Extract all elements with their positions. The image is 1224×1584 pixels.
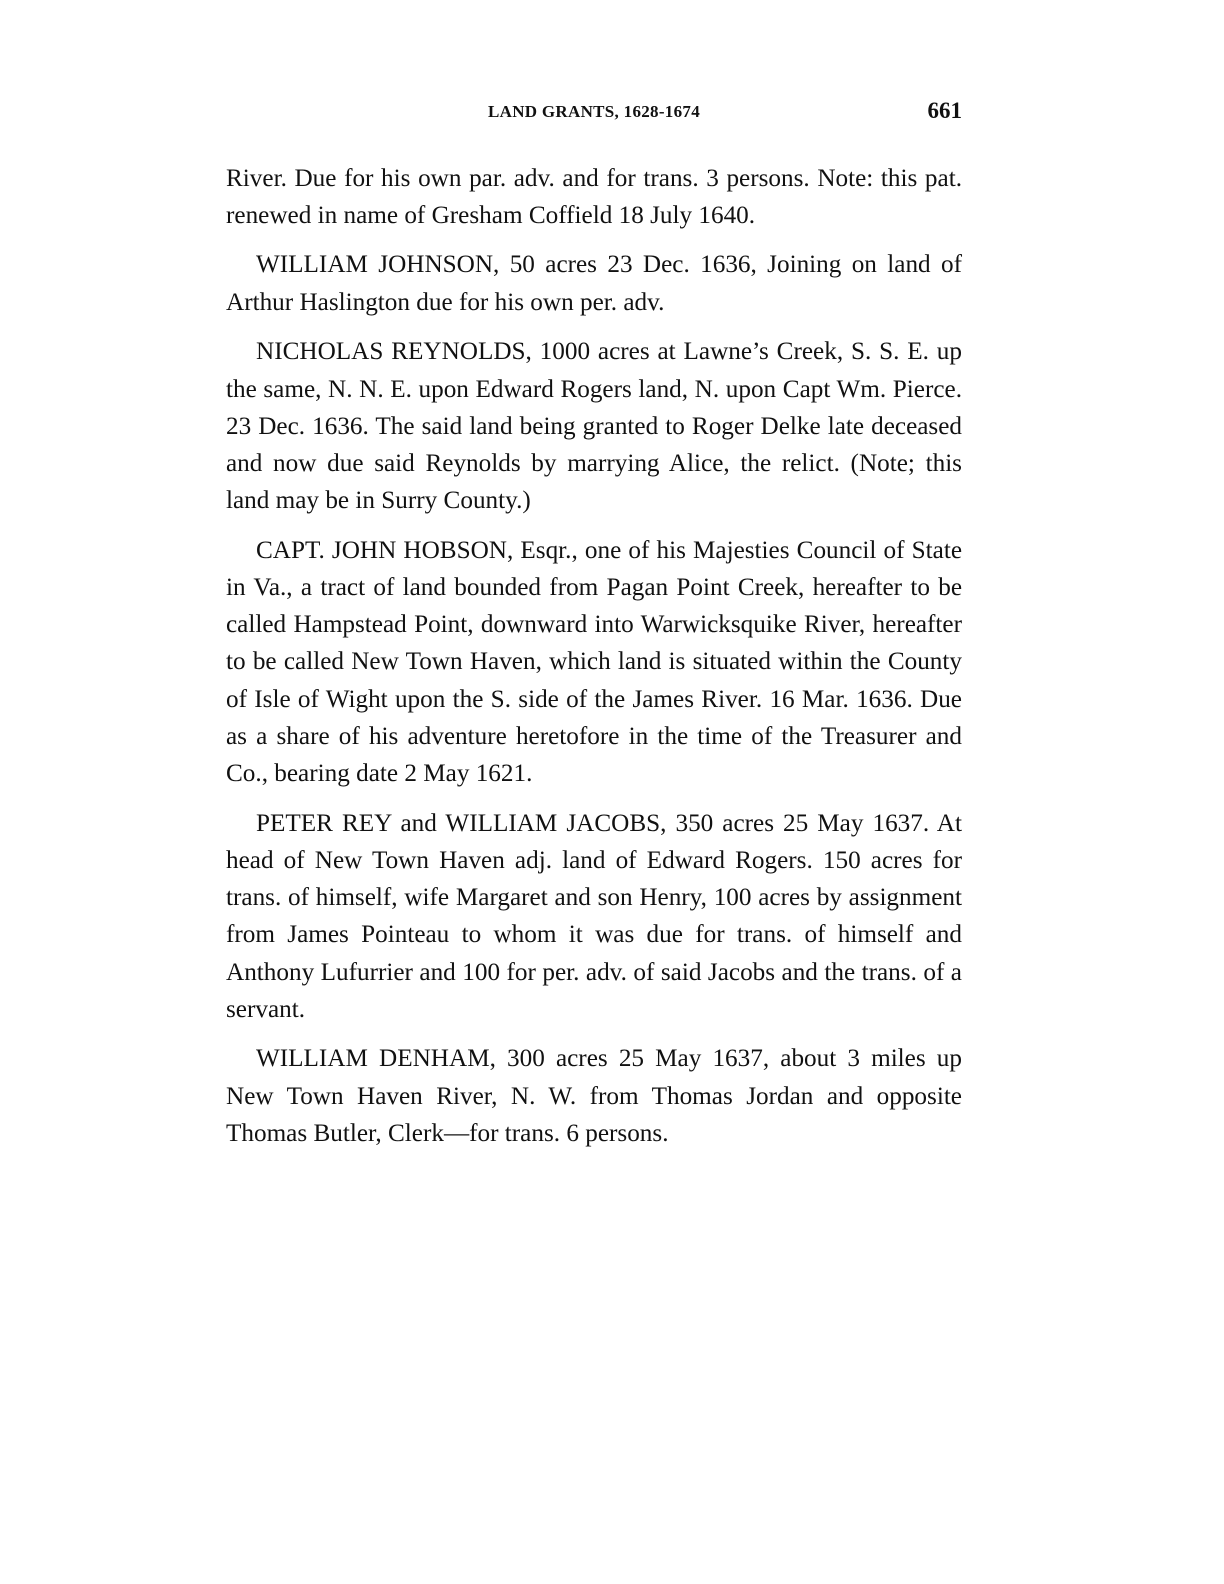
entry-william-denham: WILLIAM DENHAM, 300 acres 25 May 1637, about 3 miles up New Town Haven River, N. W. from Thomas Jordan and opposite Thomas Butler, Clerk—for trans. 6 persons. bbox=[226, 1045, 962, 1147]
body-text bbox=[226, 160, 962, 1165]
running-head bbox=[226, 98, 962, 128]
entry-nicholas-reynolds: NICHOLAS REYNOLDS, 1000 acres at Lawne’s Creek, S. S. E. up the same, N. N. E. upon Edward Rogers land, N. upon Capt Wm. Pierce. 23 Dec. 1636. The said land being granted to Roger Delke late deceased and now due said Reynolds by marrying Alice, the relict. (Note; this land may be in Surry County.) bbox=[226, 338, 962, 515]
page-number: 661 bbox=[927, 98, 962, 123]
entry-william-johnson: WILLIAM JOHNSON, 50 acres 23 Dec. 1636, Joining on land of Arthur Haslington due for his own per. adv. bbox=[226, 251, 962, 316]
paragraph-continuation: River. Due for his own par. adv. and for trans. 3 persons. Note: this pat. renewed in name of Gresham Coffield 18 July 1640. bbox=[226, 165, 962, 230]
running-title: LAND GRANTS, 1628-1674 bbox=[487, 102, 701, 121]
entry-peter-rey-william-jacobs: PETER REY and WILLIAM JACOBS, 350 acres 25 May 1637. At head of New Town Haven adj. land of Edward Rogers. 150 acres for trans. of himself, wife Margaret and son Henry, 100 acres by assignment from James Pointeau to whom it was due for trans. of himself and Anthony Lufurrier and 100 for per. adv. of said Jacobs and the trans. of a servant. bbox=[226, 809, 962, 1023]
entry-john-hobson: CAPT. JOHN HOBSON, Esqr., one of his Majesties Council of State in Va., a tract of land bounded from Pagan Point Creek, hereafter to be called Hampstead Point, downward into Warwicksquike River, hereafter to be called New Town Haven, which land is situated within the County of Isle of Wight upon the S. side of the James River. 16 Mar. 1636. Due as a share of his adventure heretofore in the time of the Treasurer and Co., bearing date 2 May 1621. bbox=[226, 536, 962, 788]
